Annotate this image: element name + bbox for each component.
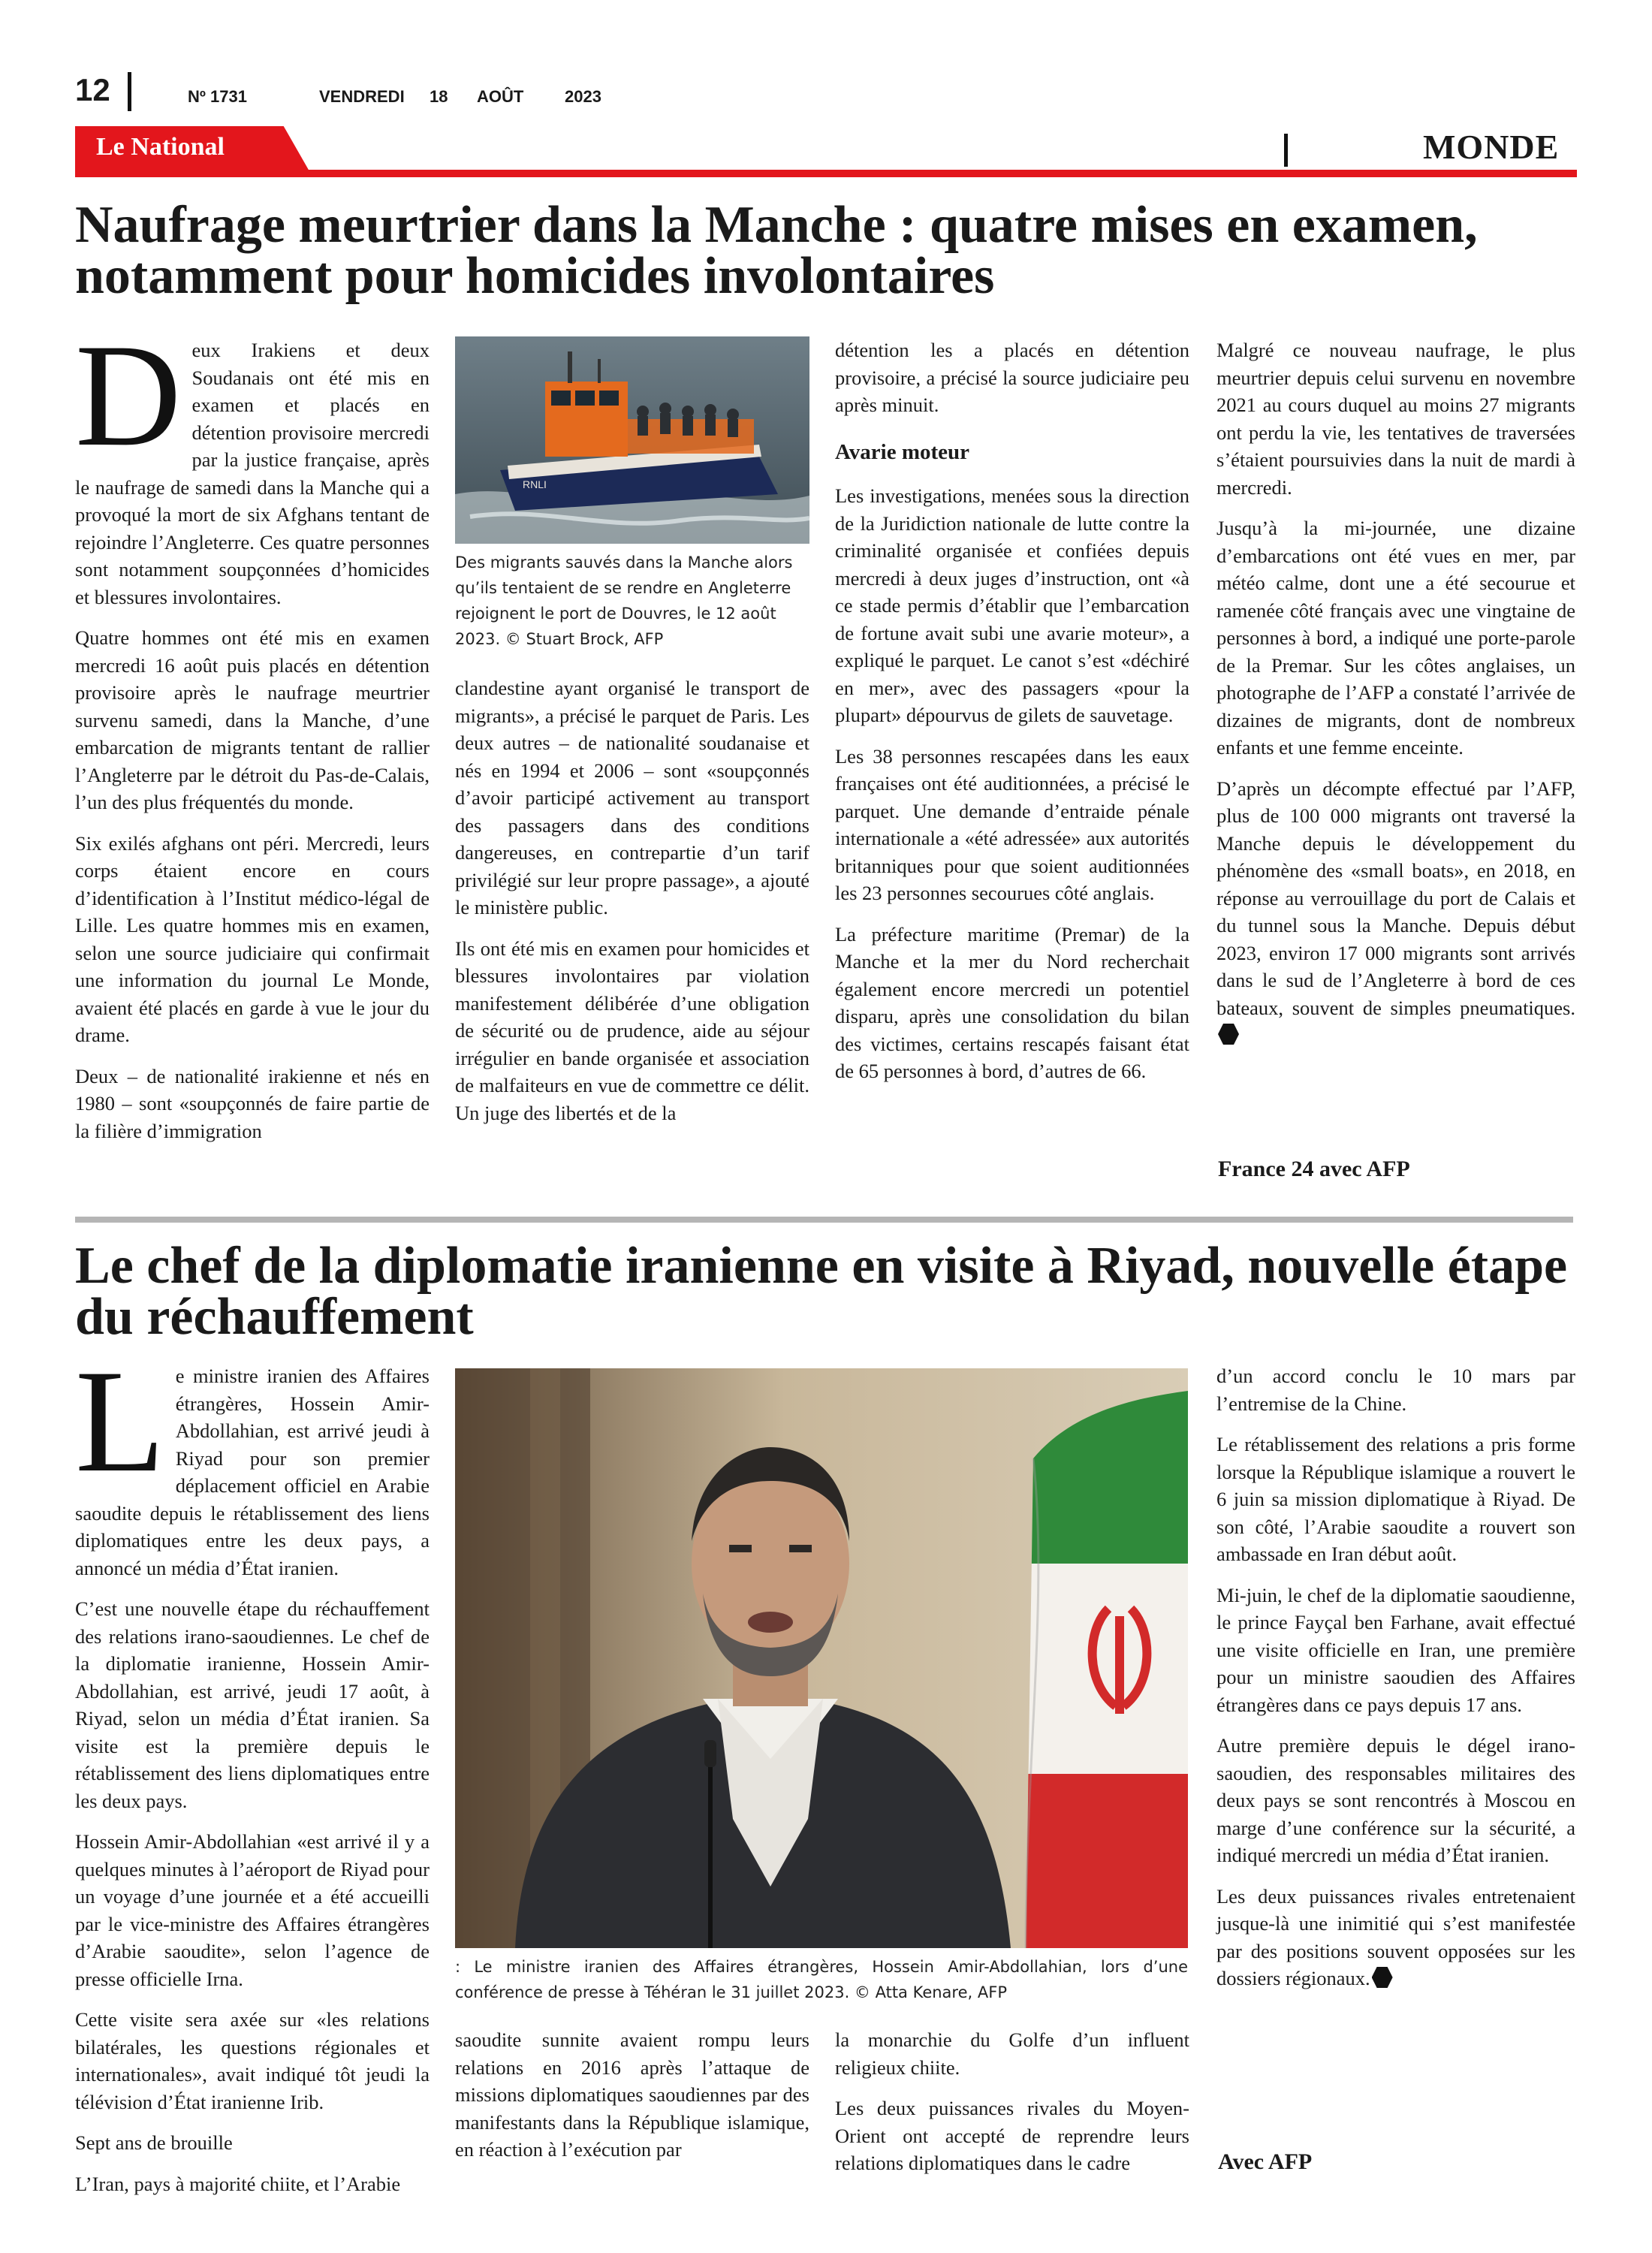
issue-date: 18 (430, 87, 448, 106)
article1-headline: Naufrage meurtrier dans la Manche : quatre mises en examen, notamment pour homicides involontaires (75, 196, 1478, 305)
article1-paragraph: Jusqu’à la mi-journée, une dizaine d’embarcations ont été vues en mer, par météo calme, dont une a été secourue et ramenée côté français avec une vingtaine de personnes à bord, a indiqué une porte-parole de la Premar. Sur les côtes anglaises, un photographe de l’AFP a constaté l’arrivée de dizaines de migrants, dont de nombreux enfants et une femme enceinte. (1216, 517, 1575, 759)
article1-paragraph (1216, 775, 1575, 1049)
article2-dropcap: L (75, 1340, 165, 1503)
article2-paragraph: d’un accord conclu le 10 mars par l’entremise de la Chine. (1216, 1365, 1575, 1415)
article1-paragraph: détention les a placés en détention provisoire, a précisé la source judiciaire peu après minuit. (835, 339, 1189, 416)
article2-paragraph: C’est une nouvelle étape du réchauffement des relations irano-saoudiennes. Le chef de la diplomatie iranienne, Hossein Amir-Abdollahian, est arrivé, jeudi 17 août, à Riyad, selon un média d’État iranien. Sa visite est la première depuis le rétablissement des liens diplomatiques entre les deux pays. (75, 1597, 430, 1812)
issue-number: Nº 1731 (188, 87, 247, 106)
minister-photo-caption: : Le ministre iranien des Affaires étrangères, Hossein Amir-Abdollahian, lors d’une conférence de presse à Téhéran le 31 juillet 2023. © Atta Kenare, AFP (455, 1958, 1188, 2001)
issue-month: AOÛT (477, 87, 524, 106)
article2-lead-text: e ministre iranien des Affaires étrangères, Hossein Amir-Abdollahian, est arrivé jeudi à Riyad pour son premier déplacement officiel en Arabie saoudite depuis le rétablissement des liens diplomatiques entre les deux pays, a annoncé un média d’État iranien. (75, 1365, 430, 1579)
issue-year: 2023 (565, 87, 601, 106)
article2-paragraph: Autre première depuis le dégel irano-saoudien, des responsables militaires des deux pays se sont rencontrés à Moscou en marge d’une conférence sur la sécurité, a indiqué mercredi un média d’État iranien. (1216, 1734, 1575, 1866)
article2-paragraph: Les deux puissances rivales du Moyen-Orient ont accepté de reprendre leurs relations diplomatiques dans le cadre (835, 2097, 1189, 2174)
article1-paragraph: Deux – de nationalité irakienne et nés en 1980 – sont «soupçonnés de faire partie de la filière d’immigration (75, 1064, 430, 1142)
article1-paragraph: Six exilés afghans ont péri. Mercredi, leurs corps étaient encore en cours d’identification à l’Institut médico-légal de Lille. Les quatre hommes mis en examen, selon une source judiciaire qui confirmait une information du journal Le Monde, avaient été placés en garde à vue le jour du drame. (75, 831, 430, 1046)
article1-paragraph: Les investigations, menées sous la direction de la Juridiction nationale de lutte contre la criminalité organisée et confiées depuis mercredi à deux juges d’instruction, ont «à ce stade permis d’établir que l’embarcation de fortune avait subi une avarie moteur», a expliqué le parquet. Le canot s’est «déchiré en mer», avec des passagers «pour la plupart» dépourvus de gilets de sauvetage. (835, 484, 1189, 726)
article2-paragraph: Mi-juin, le chef de la diplomatie saoudienne, le prince Fayçal ben Farhane, avait effectué une visite officielle en Iran, une première pour un ministre saoudien des Affaires étrangères dans ce pays depuis 17 ans. (1216, 1583, 1575, 1716)
boat-photo-image (455, 336, 809, 544)
article2-paragraph: Hossein Amir-Abdollahian «est arrivé il y a quelques minutes à l’aéroport de Riyad pour un voyage d’une journée et a été accueilli par le vice-ministre des Affaires étrangères d’Arabie saoudite», selon l’agence de presse officielle Irna. (75, 1830, 430, 1990)
boat-hull-marking: RNLI (523, 478, 547, 490)
article2-subhead: Sept ans de brouille (75, 2131, 233, 2154)
brand-label: Le National (96, 133, 225, 161)
article1-paragraph: clandestine ayant organisé le transport de migrants», a précisé le parquet de Paris. Les deux autres – de nationalité soudanaise et nés en 1994 et 2006 – sont «soupçonnés d’avoir participé activement au transport des passagers dans des conditions dangereuses, en contrepartie d’un tarif privilégié sur leur propre passage», a ajouté le ministère public. (455, 677, 809, 918)
article2-paragraph: Le rétablissement des relations a pris forme lorsque la République islamique a rouvert le 6 juin sa mission diplomatique à Riyad. De son côté, l’Arabie saoudite a rouvert son ambassade en Iran début août. (1216, 1433, 1575, 1565)
article2-last-text: Les deux puissances rivales entretenaient jusque-là une inimitié qui s’est manifestée par des positions souvent opposées sur les dossiers régionaux. (1216, 1884, 1575, 1989)
issue-day: VENDREDI (319, 87, 405, 106)
article1-column-1 (75, 314, 430, 1158)
article2-headline: Le chef de la diplomatie iranienne en visite à Riyad, nouvelle étape du réchauffement (75, 1237, 1568, 1346)
end-of-article-icon (1372, 1967, 1393, 1988)
article1-paragraph (75, 314, 430, 611)
article-separator (75, 1217, 1573, 1223)
article2-signature: Avec AFP (1218, 2149, 1313, 2174)
article1-paragraph: La préfecture maritime (Premar) de la Manche et la mer du Nord recherchait également encore mercredi un potentiel disparu, après une consolidation du bilan des victimes, certains rescapés faisant état de 65 personnes à bord, d’autres de 66. (835, 922, 1189, 1082)
minister-photo (455, 1368, 1188, 1948)
minister-photo-image (455, 1368, 1188, 1948)
article1-lead-text: eux Irakiens et deux Soudanais ont été mis en examen et placés en détention provisoire mercredi par la justice française, après le naufrage de samedi dans la Manche qui a provoqué la mort de six Afghans tentant de rejoindre l’Angleterre. Ces quatre personnes sont notamment soupçonnées d’homicides et blessures involontaires. (75, 339, 430, 608)
article2-paragraph: Cette visite sera axée sur «les relations bilatérales, les questions régionales et internationales», avait indiqué tôt jeudi la télévision d’État iranienne Irib. (75, 2008, 430, 2113)
section-divider (1284, 134, 1288, 167)
article1-paragraph: Quatre hommes ont été mis en examen mercredi 16 août puis placés en détention provisoire après le naufrage meurtrier survenu samedi, dans la Manche, d’une embarcation de migrants tentant de rallier l’Angleterre par le détroit du Pas-de-Calais, l’un des plus fréquentés du monde. (75, 626, 430, 813)
article1-column-2 (455, 674, 809, 1140)
article1-paragraph: Malgré ce nouveau naufrage, le plus meurtrier depuis celui survenu en novembre 2021 au cours duquel au moins 27 migrants ont perdu la vie, les tentatives de traversées s’étaient poursuivies dans la nuit de mardi à mercredi. (1216, 339, 1575, 499)
end-of-article-icon (1218, 1024, 1239, 1045)
article1-dropcap: D (75, 314, 182, 477)
article2-column-1 (75, 1340, 430, 2211)
article1-signature: France 24 avec AFP (1218, 1157, 1410, 1181)
section-label: MONDE (1423, 128, 1560, 166)
article1-subhead: Avarie moteur (835, 439, 970, 464)
header-rule (75, 170, 1577, 177)
article2-column-2 (455, 2026, 809, 2177)
article1-last-text: D’après un décompte effectué par l’AFP, plus de 100 000 migrants ont traversé la Manche depuis le développement du phénomène des «small boats», en 2018, en réponse au verrouillage du port de Calais et du tunnel sous la Manche. Depuis début 2023, environ 17 000 migrants sont arrivés dans le sud de l’Angleterre à bord de ces bateaux, souvent de simples pneumatiques. (1216, 777, 1575, 1019)
article1-column-3 (835, 336, 1189, 1099)
page-number-divider (128, 72, 131, 111)
article2-paragraph (75, 1340, 430, 1582)
article1-paragraph: Les 38 personnes rescapées dans les eaux françaises ont été auditionnées, a précisé le parquet. Une demande d’entraide pénale internationale a «été adressée» aux autorités britanniques pour que soient auditionnées les 23 personnes secourues côté anglais. (835, 744, 1189, 904)
article2-paragraph: la monarchie du Golfe d’un influent religieux chiite. (835, 2028, 1189, 2079)
article1-paragraph: Ils ont été mis en examen pour homicides et blessures involontaires par violation manifestement délibérée d’une obligation de sécurité ou de prudence, aide au séjour irrégulier en bande organisée et association de malfaiteurs en vue de commettre ce délit. Un juge des libertés et de la (455, 936, 809, 1124)
boat-photo-caption: Des migrants sauvés dans la Manche alors qu’ils tentaient de se rendre en Angleterre rejoignent le port de Douvres, le 12 août 2023. © Stuart Brock, AFP (455, 553, 793, 648)
article2-column-3 (835, 2026, 1189, 2191)
page-number: 12 (75, 72, 110, 107)
article2-paragraph: L’Iran, pays à majorité chiite, et l’Arabie (75, 2172, 401, 2195)
article2-column-4 (1216, 1362, 1575, 2006)
article2-paragraph (1216, 1883, 1575, 1992)
article2-paragraph: saoudite sunnite avaient rompu leurs relations en 2016 après l’attaque de missions diplomatiques saoudiennes par des manifestants dans la République islamique, en réaction à l’exécution par (455, 2028, 809, 2161)
boat-photo (455, 336, 809, 544)
article1-column-4 (1216, 336, 1575, 1063)
